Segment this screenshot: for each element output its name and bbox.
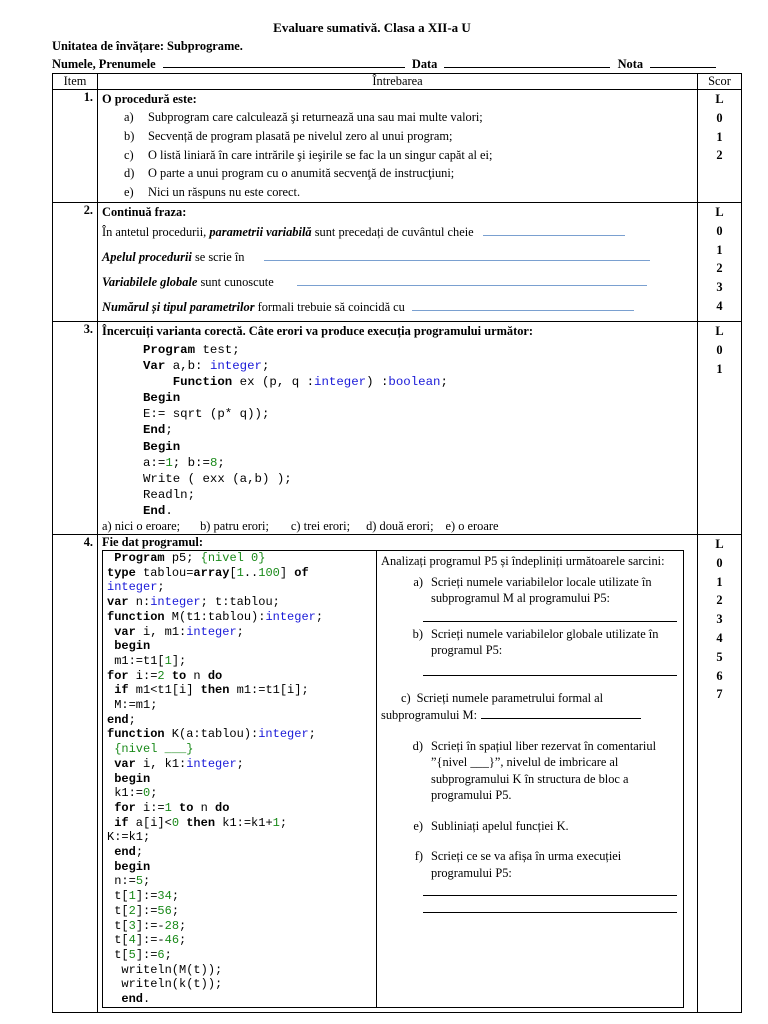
score-cell <box>698 535 742 1013</box>
score-3[interactable]: 3 <box>716 612 723 627</box>
item-number: 4. <box>53 535 98 1013</box>
date-label: Data <box>411 57 438 71</box>
name-label: Numele, Prenumele <box>52 57 156 71</box>
score-4[interactable]: 4 <box>716 298 723 313</box>
score-0[interactable]: 0 <box>716 223 723 238</box>
sentence-3: Variabilele globale sunt cunoscute <box>102 273 693 296</box>
questions-table <box>52 73 742 1013</box>
blank-field[interactable] <box>297 275 647 286</box>
score-1[interactable]: 1 <box>716 242 723 257</box>
blank-field[interactable] <box>412 300 634 311</box>
item-number: 3. <box>53 321 98 534</box>
score-6[interactable]: 6 <box>716 668 723 683</box>
table-header-row <box>53 74 742 90</box>
question-title: Fie dat programul: <box>102 535 203 550</box>
score-1[interactable]: 1 <box>716 361 723 376</box>
score-0[interactable]: 0 <box>716 110 723 125</box>
sentence-2: Apelul procedurii se scrie în <box>102 248 693 271</box>
score-2[interactable]: 2 <box>716 261 723 276</box>
question-title: O procedură este: <box>102 92 197 106</box>
page-title: Evaluare sumativă. Clasa a XII-a U <box>273 20 471 35</box>
blank-field[interactable] <box>264 250 650 261</box>
blank-field[interactable] <box>483 225 625 236</box>
options-list <box>102 108 693 202</box>
code-block: Program test; Var a,b: integer; Function ex (p, q :integer) :boolean; Begin E:= sqrt (p* q)); End; Begin a:=1; b:=8; Write ( exx (a,b) ); Readln; End. <box>143 342 448 518</box>
option-e[interactable]: e) Nici un răspuns nu este corect. <box>124 185 301 200</box>
document <box>52 18 742 1013</box>
answer-b[interactable]: b) patru erori; <box>200 519 269 534</box>
col-item-header: Item <box>53 74 98 90</box>
grade-label: Nota <box>617 57 644 71</box>
code-block: Program p5; {nivel 0} type tablou=array[1..100] of integer; var n:integer; t:tablou; function M(t1:tablou):integer; var i, m1:integer; begin m1:=t1[1]; for i:=2 to n do if m1<t1[i] then m1:=t1[i]; M:=m1; end; function K(a:tablou):integer; {nivel ___} var i, k1:integer; begin k1:=0; for i:=1 to n do if a[i]<0 then k1:=k1+1; K:=k1; end; begin n:=5; t[1]:=34; t[2]:=56; t[3]:=-28; t[4]:=-46; t[5]:=6; writeln(M(t)); writeln(k(t)); end. <box>107 551 324 1007</box>
score-5[interactable]: 5 <box>716 649 723 664</box>
question-cell <box>98 535 698 1013</box>
grade-field[interactable] <box>650 55 716 68</box>
score-cell <box>698 321 742 534</box>
question-row-4 <box>53 535 742 1013</box>
program-and-tasks <box>102 550 684 1008</box>
question-row-2 <box>53 202 742 321</box>
task-b: b) Scrieți numele variabilelor globale utilizate în programul P5: <box>412 626 659 658</box>
question-row-1 <box>53 90 742 203</box>
score-2[interactable]: 2 <box>716 593 723 608</box>
score-0[interactable]: 0 <box>716 555 723 570</box>
option-d[interactable]: d) O parte a unui program cu o anumită secvenţă de instrucţiuni; <box>124 166 455 181</box>
question-cell <box>98 321 698 534</box>
question-cell <box>98 90 698 203</box>
score-1[interactable]: 1 <box>716 574 723 589</box>
answer-line[interactable] <box>423 663 677 676</box>
score-2[interactable]: 2 <box>716 148 723 163</box>
student-info-line <box>52 55 742 73</box>
option-c[interactable]: c) O listă liniară în care intrările şi ieşirile se fac la un singur capăt al ei; <box>124 147 493 162</box>
task-d: d) Scrieți în spațiul liber rezervat în comentariul ”{nivel ___}”, nivelul de imbricare al subprogramului K în structura de bloc a programului P5. <box>412 738 657 803</box>
answer-e[interactable]: e) o eroare <box>445 519 499 534</box>
tasks-intro: Analizați programul P5 și îndepliniți următoarele sarcini: <box>381 554 665 569</box>
answer-line[interactable] <box>423 883 677 896</box>
option-a[interactable]: a) Subprogram care calculează şi returnează una sau mai multe valori; <box>124 110 483 124</box>
question-title: Continuă fraza: <box>102 204 187 219</box>
score-label: L <box>715 92 724 106</box>
task-c: c) Scrieți numele parametrului formal al subprogramului M: <box>381 690 679 724</box>
question-row-3 <box>53 321 742 534</box>
score-1[interactable]: 1 <box>716 129 723 144</box>
item-number: 2. <box>53 202 98 321</box>
score-7[interactable]: 7 <box>716 687 723 702</box>
task-f: f) Scrieți ce se va afișa în urma execuției programului P5: <box>414 849 622 880</box>
name-field[interactable] <box>163 55 405 68</box>
answer-c[interactable]: c) trei erori; <box>290 519 351 534</box>
score-3[interactable]: 3 <box>716 280 723 295</box>
option-b[interactable]: b) Secvență de program plasată pe nivelul zero al unui program; <box>124 128 453 143</box>
answer-line[interactable] <box>481 706 641 719</box>
question-cell <box>98 202 698 321</box>
task-e: e) Subliniați apelul funcției K. <box>413 818 569 833</box>
score-cell <box>698 90 742 203</box>
task-a: a) Scrieți numele variabilelor locale utilizate în subprogramul M al programului P5: <box>413 574 652 606</box>
score-label: L <box>715 323 724 338</box>
unit-line: Unitatea de învățare: Subprograme. <box>52 39 243 53</box>
col-question-header: Întrebarea <box>98 74 698 90</box>
tasks-panel <box>377 551 684 1008</box>
sentence-4: Numărul și tipul parametrilor formali trebuie să coincidă cu <box>102 298 693 321</box>
date-field[interactable] <box>444 55 610 68</box>
score-label: L <box>715 537 724 552</box>
score-cell <box>698 202 742 321</box>
item-number: 1. <box>53 90 98 203</box>
question-title: Încercuiți varianta corectă. Câte erori va produce execuția programului următor: <box>102 323 534 338</box>
program-listing <box>103 551 377 1008</box>
score-0[interactable]: 0 <box>716 342 723 357</box>
col-score-header: Scor <box>698 74 742 90</box>
answer-line[interactable] <box>423 609 677 622</box>
score-4[interactable]: 4 <box>716 631 723 645</box>
score-label: L <box>715 204 724 219</box>
sentence-1: În antetul procedurii, parametrii variabilă sunt precedați de cuvântul cheie <box>102 223 693 246</box>
answer-options <box>102 519 693 534</box>
answer-line[interactable] <box>423 900 677 913</box>
answer-a[interactable]: a) nici o eroare; <box>102 519 181 534</box>
answer-d[interactable]: d) două erori; <box>366 519 434 534</box>
